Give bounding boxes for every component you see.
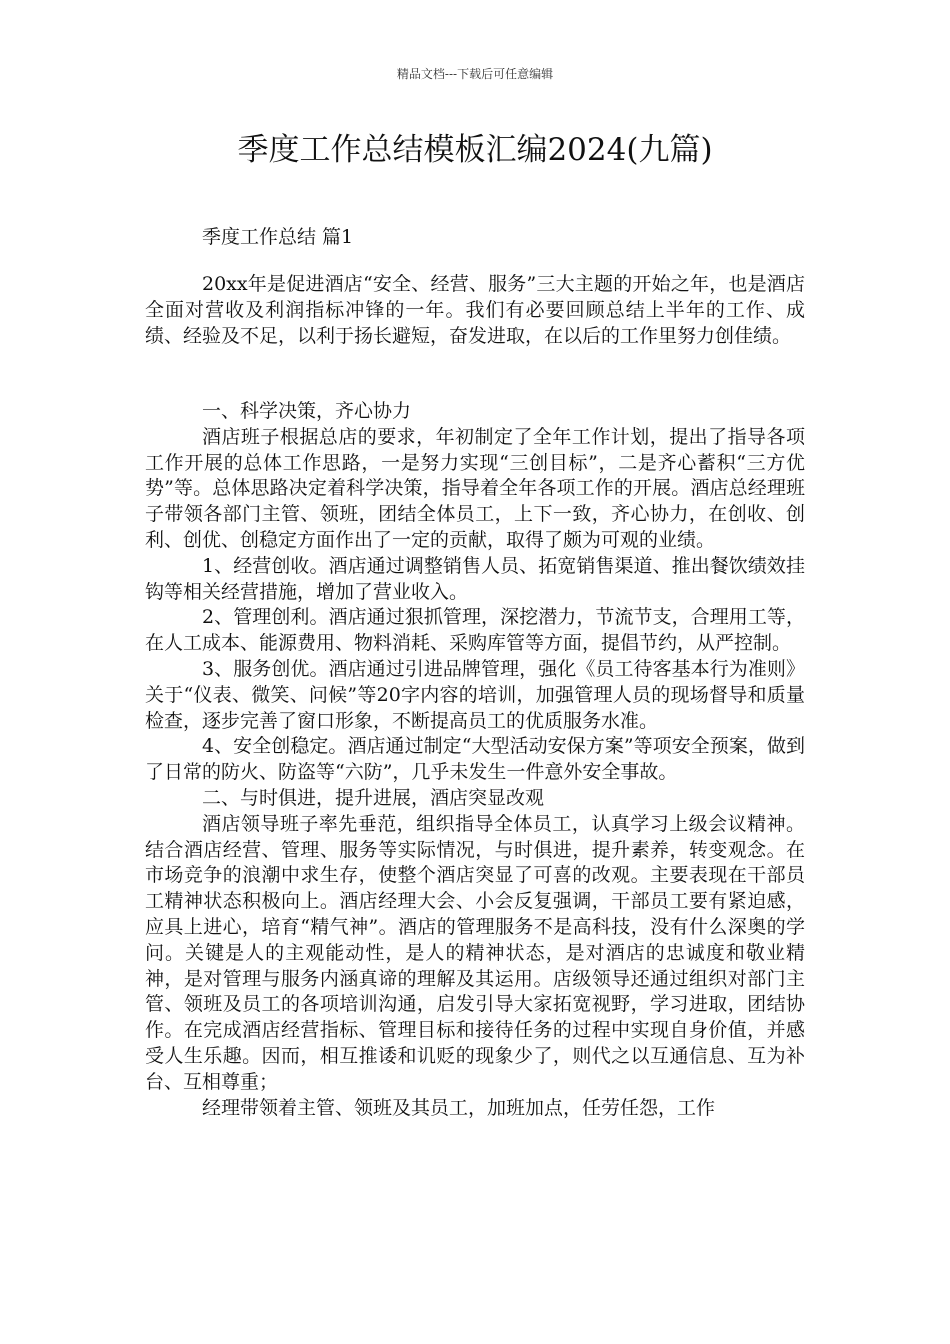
body-paragraph: 酒店领导班子率先垂范，组织指导全体员工，认真学习上级会议精神。结合酒店经营、管理、服务等实际情况，与时俱进，提升素养，转变观念。在市场竞争的浪潮中求生存，使整个酒店突显了可喜的改观。主要表现在干部员工精神状态积极向上。酒店经理大会、小会反复强调，干部员工要有紧迫感，应具上进心，培育“精气神”。酒店的管理服务不是高科技，没有什么深奥的学问。关键是人的主观能动性，是人的精神状态，是对酒店的忠诚度和敬业精神，是对管理与服务内涵真谛的理解及其运用。店级领导还通过组织对部门主管、领班及员工的各项培训沟通，启发引导大家拓宽视野，学习进取，团结协作。在完成酒店经营指标、管理目标和接待任务的过程中实现自身价值，并感受人生乐趣。因而，相互推诿和讥贬的现象少了，则代之以互通信息、互为补台、互相尊重；: [145, 812, 805, 1093]
list-item: 2、管理创利。酒店通过狠抓管理，深挖潜力，节流节支，合理用工等，在人工成本、能源费用、物料消耗、采购库管等方面，提倡节约，从严控制。: [145, 606, 805, 655]
list-item: 3、服务创优。酒店通过引进品牌管理，强化《员工待客基本行为准则》关于“仪表、微笑、问候”等20字内容的培训，加强管理人员的现场督导和质量检查，逐步完善了窗口形象，不断提高员工的优质服务水准。: [145, 657, 805, 732]
document-title: 季度工作总结模板汇编2024(九篇): [237, 132, 713, 168]
header-note: 精品文档---下载后可任意编辑: [396, 67, 554, 81]
body-paragraph: 经理带领着主管、领班及其员工，加班加点，任劳任怨，工作: [202, 1096, 716, 1119]
document-body: [145, 399, 805, 1121]
section-heading: 二、与时俱进，提升进展，酒店突显改观: [202, 786, 545, 809]
list-item: 1、经营创收。酒店通过调整销售人员、拓宽销售渠道、推出餐饮绩效挂钩等相关经营措施，增加了营业收入。: [145, 554, 805, 603]
section-subtitle: [145, 225, 805, 251]
intro-text: 20xx年是促进酒店“安全、经营、服务”三大主题的开始之年，也是酒店全面对营收及利润指标冲锋的一年。我们有必要回顾总结上半年的工作、成绩、经验及不足，以利于扬长避短，奋发进取，在以后的工作里努力创佳绩。: [145, 273, 805, 347]
subtitle-text: 季度工作总结 篇1: [202, 226, 354, 248]
body-paragraph: 酒店班子根据总店的要求，年初制定了全年工作计划，提出了指导各项工作开展的总体工作思路，一是努力实现“三创目标”，二是齐心蓄积“三方优势”等。总体思路决定着科学决策，指导着全年各项工作的开展。酒店总经理班子带领各部门主管、领班，团结全体员工，上下一致，齐心协力，在创收、创利、创优、创稳定方面作出了一定的贡献，取得了颇为可观的业绩。: [145, 425, 805, 551]
intro-paragraph: [145, 272, 805, 349]
list-item: 4、安全创稳定。酒店通过制定“大型活动安保方案”等项安全预案，做到了日常的防火、防盗等“六防”，几乎未发生一件意外安全事故。: [145, 735, 805, 784]
section-heading: 一、科学决策，齐心协力: [202, 400, 412, 422]
